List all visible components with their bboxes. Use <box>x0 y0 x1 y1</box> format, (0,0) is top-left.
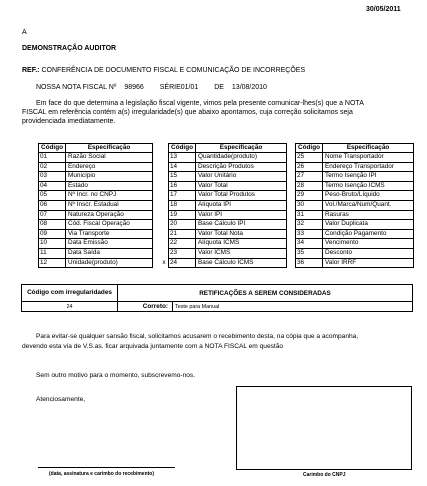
code-number: 24 <box>169 258 196 268</box>
invoice-number: 98966 <box>124 84 144 91</box>
code-number: 07 <box>39 210 66 220</box>
code-specification: Nome Transportador <box>323 153 414 163</box>
code-specification: Endereço Transportador <box>323 162 414 172</box>
signature-line <box>38 467 175 468</box>
code-row <box>287 258 414 268</box>
code-specification: Data Emissão <box>66 239 153 249</box>
code-specification: Endereço <box>66 162 153 172</box>
invoice-label: NOSSA NOTA FISCAL Nº <box>36 84 117 91</box>
selection-mark[interactable] <box>30 220 39 230</box>
code-specification: Unidade(produto) <box>66 258 153 268</box>
code-specification: Nº Incr. no CNPJ <box>66 191 153 201</box>
code-specification: Peso-Bruto/Líquido <box>323 191 414 201</box>
code-row <box>30 153 153 163</box>
selection-mark[interactable] <box>287 258 296 268</box>
code-specification: Base Cálculo IPI <box>196 220 287 230</box>
code-row <box>160 172 287 182</box>
invoice-series: SÉRIE01/01 <box>159 84 199 91</box>
selection-mark[interactable] <box>30 191 39 201</box>
intro-line-3: providenciada imediatamente. <box>22 118 116 125</box>
code-row <box>160 191 287 201</box>
selection-mark[interactable] <box>30 229 39 239</box>
code-row <box>287 229 414 239</box>
selection-mark[interactable] <box>160 229 169 239</box>
code-specification: Rasuras <box>323 210 414 220</box>
code-number: 20 <box>169 220 196 230</box>
code-specification: Termo Isenção IPI <box>323 172 414 182</box>
stamp-caption: Carimbo do CNPJ <box>303 472 346 478</box>
code-row <box>30 172 153 182</box>
code-specification: Vol./Marca/Num/Quant. <box>323 200 414 210</box>
document-title: DEMONSTRAÇÃO AUDITOR <box>22 45 117 52</box>
code-number: 14 <box>169 162 196 172</box>
selection-mark[interactable] <box>287 200 296 210</box>
closing-line-1: Para evitar-se qualquer sansão fiscal, solicitamos acusarem o recebimento desta, na cópia que a acompanha, <box>36 333 359 340</box>
code-number: 13 <box>169 153 196 163</box>
spec-header: Especificação <box>66 144 153 153</box>
code-table-2 <box>160 143 287 268</box>
selection-mark[interactable] <box>30 200 39 210</box>
selection-mark[interactable] <box>160 210 169 220</box>
selection-mark[interactable] <box>30 210 39 220</box>
code-number: 29 <box>296 191 323 201</box>
no-other-reason: Sem outro motivo para o momento, subscrevemo-nos. <box>36 372 196 379</box>
code-number: 35 <box>296 248 323 258</box>
correct-value[interactable]: Teste para Manual <box>173 302 413 312</box>
code-number: 10 <box>39 239 66 249</box>
selection-mark[interactable] <box>160 181 169 191</box>
closing-line-2: devendo esta via de V.S.as. ficar arquivada juntamente com a NOTA FISCAL em questão <box>22 343 284 350</box>
selection-mark[interactable] <box>287 153 296 163</box>
code-specification: Valor IPI <box>196 210 287 220</box>
code-specification: Termo Isenção ICMS <box>323 181 414 191</box>
selection-mark[interactable] <box>160 172 169 182</box>
code-row <box>30 181 153 191</box>
selection-mark[interactable] <box>160 200 169 210</box>
selection-mark[interactable]: x <box>162 258 166 266</box>
code-row <box>30 191 153 201</box>
selection-mark[interactable] <box>160 248 169 258</box>
code-row <box>30 220 153 230</box>
irregularities-table <box>21 284 413 312</box>
selection-mark[interactable] <box>30 258 39 268</box>
selection-mark[interactable] <box>160 220 169 230</box>
code-number: 22 <box>169 239 196 249</box>
signature-caption: (data, assinatura e carimbo do recebimento) <box>49 471 155 477</box>
code-number: 16 <box>169 181 196 191</box>
selection-mark[interactable] <box>30 239 39 249</box>
code-specification: Valor Unitário <box>196 172 287 182</box>
code-number: 33 <box>296 229 323 239</box>
reference-text: CONFERÊNCIA DE DOCUMENTO FISCAL E COMUNICAÇÃO DE INCORREÇÕES <box>41 67 306 74</box>
code-header: Código <box>296 144 323 153</box>
code-row <box>30 258 153 268</box>
spec-header: Especificação <box>323 144 414 153</box>
code-number: 30 <box>296 200 323 210</box>
code-row <box>30 162 153 172</box>
code-number: 18 <box>169 200 196 210</box>
invoice-line <box>36 84 267 91</box>
code-number: 25 <box>296 153 323 163</box>
code-specification: Valor IRRF <box>323 258 414 268</box>
code-row <box>30 229 153 239</box>
code-row <box>160 210 287 220</box>
code-specification: Base Cálculo ICMS <box>196 258 287 268</box>
code-number: 19 <box>169 210 196 220</box>
code-row <box>287 172 414 182</box>
code-specification: Alíquota IPI <box>196 200 287 210</box>
selection-mark[interactable] <box>287 239 296 249</box>
code-specification: Município <box>66 172 153 182</box>
code-header: Código <box>169 144 196 153</box>
selection-mark[interactable] <box>287 210 296 220</box>
code-row <box>160 162 287 172</box>
code-row <box>287 220 414 230</box>
code-row <box>30 248 153 258</box>
intro-line-2: FISCAL em referência contém a(s) irregularidade(s) que abaixo apontamos, cuja correção solicitamos seja <box>22 109 353 116</box>
code-row <box>287 239 414 249</box>
code-row <box>30 210 153 220</box>
code-row <box>160 239 287 249</box>
recipient: A <box>22 29 27 36</box>
code-specification: Via Transporte <box>66 229 153 239</box>
code-table-1 <box>30 143 153 268</box>
document-date: 30/05/2011 <box>366 6 401 13</box>
code-row <box>287 248 414 258</box>
code-specification: Alíquota ICMS <box>196 239 287 249</box>
code-number: 05 <box>39 191 66 201</box>
code-specification: Valor Total Produtos <box>196 191 287 201</box>
code-specification: Descrição Produtos <box>196 162 287 172</box>
selection-mark[interactable] <box>160 239 169 249</box>
code-number: 15 <box>169 172 196 182</box>
code-specification: Cód. Fiscal Operação <box>66 220 153 230</box>
code-row <box>287 200 414 210</box>
selection-mark[interactable] <box>287 248 296 258</box>
code-number: 03 <box>39 172 66 182</box>
code-number: 08 <box>39 220 66 230</box>
code-specification: Valor ICMS <box>196 248 287 258</box>
code-number: 06 <box>39 200 66 210</box>
code-row <box>160 200 287 210</box>
code-row <box>160 153 287 163</box>
reference-label: REF.: <box>22 67 40 74</box>
code-number: 32 <box>296 220 323 230</box>
code-number: 17 <box>169 191 196 201</box>
regards: Atenciosamente, <box>36 396 86 403</box>
code-specification: Valor Total Nota <box>196 229 287 239</box>
code-specification: Estado <box>66 181 153 191</box>
code-number: 34 <box>296 239 323 249</box>
code-row <box>30 200 153 210</box>
code-row <box>160 220 287 230</box>
code-number: 21 <box>169 229 196 239</box>
selection-mark[interactable] <box>30 153 39 163</box>
code-row <box>160 248 287 258</box>
code-specification: Desconto <box>323 248 414 258</box>
selection-mark[interactable] <box>30 248 39 258</box>
irregularities-code-header: Código com irregularidades <box>22 285 118 302</box>
code-row <box>160 181 287 191</box>
code-number: 11 <box>39 248 66 258</box>
code-row <box>287 210 414 220</box>
selection-mark[interactable] <box>287 220 296 230</box>
code-row <box>160 258 287 268</box>
intro-line-1: Em face do que determina a legislação fiscal vigente, vimos pela presente comunicar-lhes(s) que a NOTA <box>36 100 364 107</box>
correct-label: Correto: <box>118 302 173 312</box>
irregularities-title: RETIFICAÇÕES A SEREM CONSIDERADAS <box>118 285 413 302</box>
selection-mark[interactable] <box>287 181 296 191</box>
invoice-date-prefix: DE <box>214 84 224 91</box>
stamp-box <box>236 386 412 470</box>
code-row <box>160 229 287 239</box>
selection-mark[interactable] <box>160 162 169 172</box>
code-specification: Condição Pagamento <box>323 229 414 239</box>
code-number: 28 <box>296 181 323 191</box>
selection-mark[interactable] <box>30 181 39 191</box>
code-specification: Quantidade(produto) <box>196 153 287 163</box>
code-number: 27 <box>296 172 323 182</box>
code-specification: Data Saída <box>66 248 153 258</box>
selection-mark[interactable] <box>160 191 169 201</box>
spec-header: Especificação <box>196 144 287 153</box>
code-row <box>30 239 153 249</box>
selection-mark[interactable] <box>287 172 296 182</box>
code-number: 01 <box>39 153 66 163</box>
code-row <box>287 153 414 163</box>
code-number: 36 <box>296 258 323 268</box>
selection-mark[interactable] <box>30 172 39 182</box>
code-number: 12 <box>39 258 66 268</box>
code-table-3 <box>287 143 414 268</box>
code-row <box>287 191 414 201</box>
code-number: 02 <box>39 162 66 172</box>
code-number: 31 <box>296 210 323 220</box>
code-specification: Nº Inscr. Estadual <box>66 200 153 210</box>
code-number: 23 <box>169 248 196 258</box>
code-specification: Natureza Operação <box>66 210 153 220</box>
code-number: 04 <box>39 181 66 191</box>
code-number: 26 <box>296 162 323 172</box>
invoice-date: 13/08/2010 <box>231 84 267 91</box>
irregularities-code: 24 <box>22 302 118 312</box>
code-number: 09 <box>39 229 66 239</box>
selection-mark[interactable] <box>287 162 296 172</box>
selection-mark[interactable] <box>287 229 296 239</box>
code-specification: Valor Duplicata <box>323 220 414 230</box>
code-specification: Valor Total <box>196 181 287 191</box>
code-row <box>287 181 414 191</box>
code-specification: Razão Social <box>66 153 153 163</box>
selection-mark[interactable] <box>30 162 39 172</box>
selection-mark[interactable] <box>287 191 296 201</box>
code-specification: Vencimento <box>323 239 414 249</box>
code-header: Código <box>39 144 66 153</box>
code-row <box>287 162 414 172</box>
reference-line <box>22 67 305 74</box>
selection-mark[interactable] <box>160 153 169 163</box>
